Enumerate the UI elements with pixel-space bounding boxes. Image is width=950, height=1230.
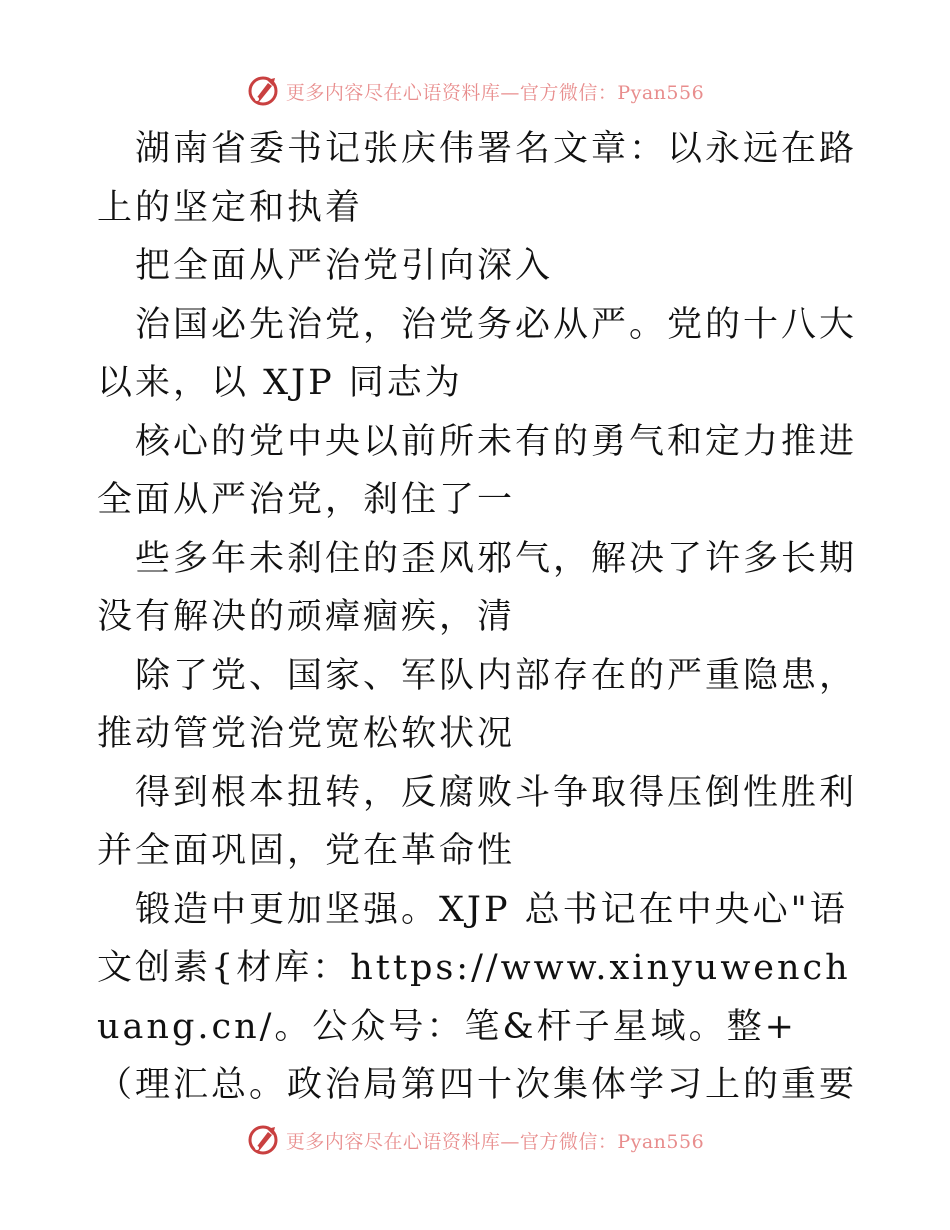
article-paragraph: 些多年未刹住的歪风邪气，解决了许多长期没有解决的顽瘴痼疾，清 (97, 538, 858, 637)
article-paragraph: 锻造中更加坚强。XJP 总书记在中央心"语文创素{材库：https://www.xinyuwenchuang.cn/。公众号：笔&杆子星域。整+（理汇总。政治局第四十次集体学习上的重要 (97, 889, 858, 1105)
article-paragraph: 把全面从严治党引向深入 (135, 246, 554, 286)
article-paragraph: 湖南省委书记张庆伟署名文章：以永远在路上的坚定和执着 (97, 129, 858, 228)
article-paragraph: 核心的党中央以前所未有的勇气和定力推进全面从严治党，刹住了一 (97, 421, 858, 520)
header-banner-text: 更多内容尽在心语资料库—官方微信：Pyan556 (285, 81, 705, 104)
article-paragraph: 得到根本扭转，反腐败斗争取得压倒性胜利并全面巩固，党在革命性 (97, 772, 858, 871)
article-paragraph: 除了党、国家、军队内部存在的严重隐患，推动管党治党宽松软状况 (97, 655, 858, 754)
article-body (97, 120, 857, 1115)
footer-banner (0, 1120, 950, 1160)
header-banner (0, 71, 950, 111)
brush-logo-icon (246, 74, 280, 108)
article-paragraph: 治国必先治党，治党务必从严。党的十八大以来，以 XJP 同志为 (97, 304, 858, 403)
brush-logo-icon (246, 1123, 280, 1157)
footer-banner-text: 更多内容尽在心语资料库—官方微信：Pyan556 (285, 1130, 705, 1153)
